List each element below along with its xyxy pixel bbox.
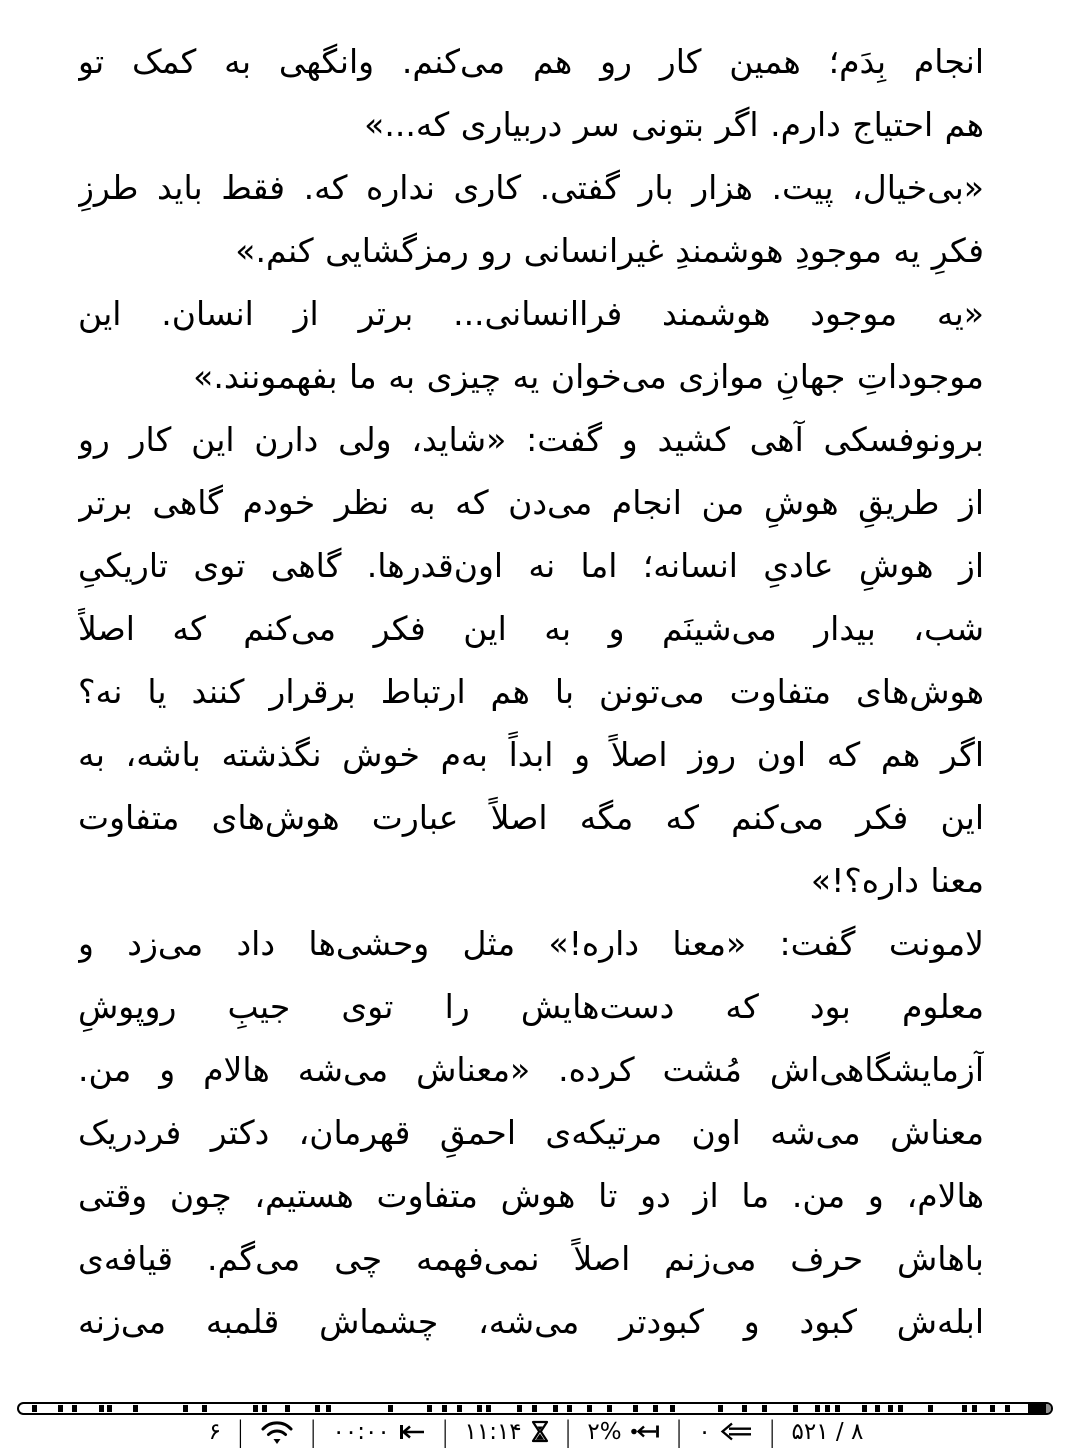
chapter-tick	[962, 1405, 967, 1412]
chapter-tick	[253, 1405, 258, 1412]
chapter-tick	[553, 1405, 558, 1412]
text-line: هم احتیاج دارم. اگر بتونی سر دربیاری که...»	[364, 105, 984, 144]
chapter-tick	[107, 1405, 112, 1412]
text-line: باهاش حرف می‌زنم اصلاً نمی‌فهمه چی می‌گم. قیافه‌ی	[78, 1239, 984, 1278]
chapter-tick	[285, 1405, 290, 1412]
time-left-book-hourglass-icon	[531, 1420, 549, 1443]
page-position: ۵۲۱ / ۸	[791, 1418, 864, 1445]
chapter-tick	[532, 1405, 537, 1412]
chapter-tick	[972, 1405, 977, 1412]
pages-left-value: ۰	[698, 1418, 711, 1445]
chapter-tick	[427, 1405, 432, 1412]
separator: |	[674, 1415, 684, 1448]
chapter-tick	[567, 1405, 572, 1412]
separator: |	[308, 1415, 318, 1448]
text-line: آزمایشگاهی‌اش مُشت کرده. «معناش می‌شه هالام و من.	[78, 1050, 984, 1089]
chapter-tick	[326, 1405, 331, 1412]
chapter-tick	[262, 1405, 267, 1412]
progress-percent-item	[587, 1419, 659, 1445]
footer-status-row[interactable]	[0, 1415, 1072, 1448]
pages-left-item	[698, 1419, 752, 1445]
chapter-tick	[928, 1405, 933, 1412]
chapter-tick	[653, 1405, 658, 1412]
chapter-tick	[835, 1405, 840, 1412]
chapter-tick	[742, 1405, 747, 1412]
text-line: «یه موجود هوشمند فراانسانی... برتر از انسان. این	[78, 294, 984, 333]
text-line: معناش می‌شه اون مرتیکه‌ی احمقِ قهرمان، دکتر فردریک	[78, 1113, 984, 1152]
text-line: لامونت گفت: «معنا داره!» مثل وحشی‌ها داد می‌زد و	[78, 924, 984, 963]
chapter-time-left-item	[333, 1419, 426, 1445]
text-line: هوش‌های متفاوت می‌تونن با هم ارتباط برقرار کنند یا نه؟	[78, 672, 984, 711]
progress-percent-arrow-icon	[631, 1424, 660, 1439]
text-line: ابله‌ش کبود و کبودتر می‌شه، چشماش قلمبه می‌زنه	[78, 1302, 984, 1341]
chapter-tick	[990, 1405, 995, 1412]
chapter-tick	[633, 1405, 638, 1412]
separator: |	[236, 1415, 245, 1448]
chapter-tick	[442, 1405, 447, 1412]
book-time-left-item	[464, 1419, 548, 1445]
chapter-tick	[875, 1405, 880, 1412]
chapter-tick	[862, 1405, 867, 1412]
chapter-tick	[517, 1405, 522, 1412]
progress-percent-value: ۲%	[587, 1418, 622, 1445]
text-line: انجام بِدَم؛ همین کار رو هم می‌کنم. وانگهی به کمک تو	[78, 42, 984, 81]
book-time-left-value: ۱۱:۱۴	[464, 1418, 522, 1445]
chapter-tick	[587, 1405, 592, 1412]
text-line: اگر هم که اون روز اصلاً و ابداً به‌م خوش نگذشته باشه، به	[78, 735, 984, 774]
chapter-tick	[486, 1405, 491, 1412]
chapter-tick	[183, 1405, 188, 1412]
chapter-tick	[457, 1405, 462, 1412]
chapter-tick	[670, 1405, 675, 1412]
frontlight-level: ۶	[208, 1418, 222, 1445]
chapter-time-left-value: ۰۰:۰۰	[332, 1418, 390, 1445]
text-line: از هوشِ عادیِ انسانه؛ اما نه اون‌قدرها. گاهی توی تاریکیِ	[78, 546, 984, 585]
separator: |	[440, 1415, 450, 1448]
text-line: این فکر می‌کنم که مگه اصلاً عبارت هوش‌های متفاوت	[78, 798, 984, 837]
text-line: فکرِ یه موجودِ هوشمندِ غیرانسانی رو رمزگشایی کنم.»	[235, 231, 984, 270]
chapter-tick	[477, 1405, 482, 1412]
progress-bar[interactable]	[17, 1402, 1053, 1415]
text-line: معلوم بود که دست‌هایش را توی جیبِ روپوشِ	[78, 987, 984, 1026]
book-text[interactable]	[78, 30, 984, 1353]
text-line: شب، بیدار می‌شینَم و به این فکر می‌کنم که اصلاً	[78, 609, 984, 648]
chapter-tick	[315, 1405, 320, 1412]
chapter-tick	[888, 1405, 893, 1412]
chapter-tick	[388, 1405, 393, 1412]
pages-left-double-arrow-icon	[720, 1422, 753, 1441]
chapter-tick	[718, 1405, 723, 1412]
chapter-tick	[202, 1405, 207, 1412]
chapter-tick	[898, 1405, 903, 1412]
text-line: از طریقِ هوشِ من انجام می‌دن که به نظر خودم گاهی برتر	[78, 483, 984, 522]
chapter-tick	[133, 1405, 138, 1412]
chapter-tick	[825, 1405, 830, 1412]
text-line: «بی‌خیال، پیت. هزار بار گفتی. کاری نداره که. فقط باید طرزِ	[78, 168, 984, 207]
chapter-tick	[58, 1405, 63, 1412]
time-left-chapter-icon	[399, 1423, 426, 1441]
separator: |	[563, 1415, 573, 1448]
chapter-tick	[607, 1405, 612, 1412]
text-line: موجوداتِ جهانِ موازی می‌خوان یه چیزی به ما بفهمونند.»	[193, 357, 984, 396]
chapter-tick	[793, 1405, 798, 1412]
wifi-icon	[260, 1418, 294, 1445]
progress-fill	[1028, 1404, 1051, 1413]
chapter-tick	[72, 1405, 77, 1412]
chapter-tick	[99, 1405, 104, 1412]
separator: |	[767, 1415, 777, 1448]
chapter-tick	[1005, 1405, 1010, 1412]
chapter-tick	[32, 1405, 37, 1412]
text-line: برونوفسکی آهی کشید و گفت: «شاید، ولی دارن این کار رو	[78, 420, 984, 459]
chapter-tick	[815, 1405, 820, 1412]
chapter-tick	[762, 1405, 767, 1412]
text-line: معنا داره؟!»	[810, 861, 984, 900]
text-line: هالام، و من. ما از دو تا هوش متفاوت هستیم، چون وقتی	[78, 1176, 984, 1215]
